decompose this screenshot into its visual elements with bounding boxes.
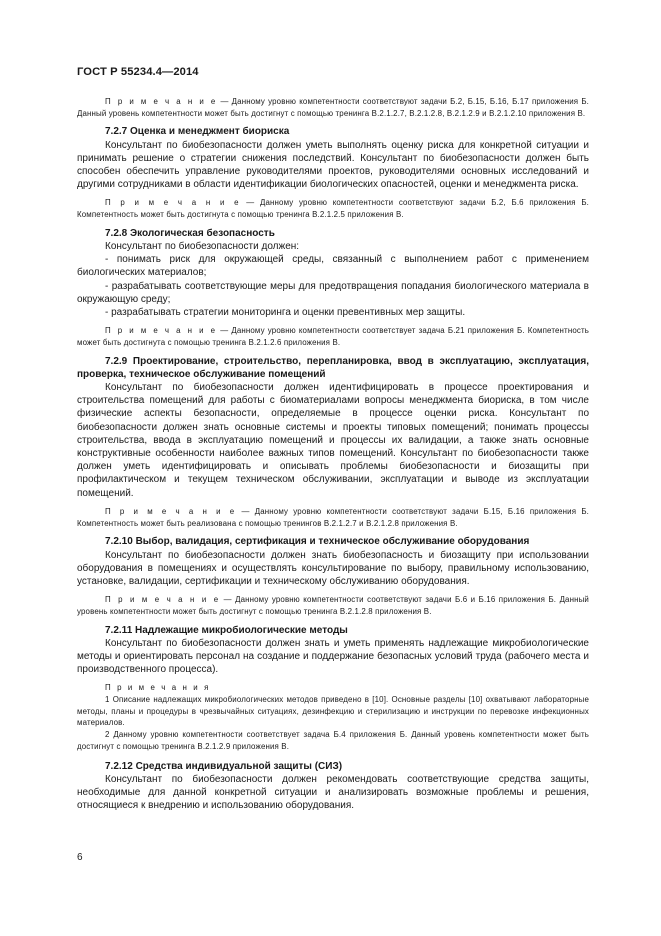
note-label: П р и м е ч а н и е [105, 198, 241, 208]
page-content [77, 96, 589, 816]
page-header-standard-number: ГОСТ Р 55234.4—2014 [77, 66, 199, 78]
notes-label-text: П р и м е ч а н и я [105, 683, 211, 693]
section-7-2-8 [77, 227, 589, 349]
section-heading: 7.2.9 Проектирование, строительство, перепланировка, ввод в эксплуатацию, эксплуатация, проверка, техническое обслуживание помещений [77, 355, 589, 380]
section-7-2-7 [77, 125, 589, 220]
section-heading: 7.2.7 Оценка и менеджмент биориска [105, 126, 290, 138]
note-text: — Данному уровню компетентности соответствуют задачи Б.2, Б.15, Б.16, Б.17 приложения Б. Данный уровень компетентности может быть достигнут с помощью тренинга В.2.1.2.7, В.2.1.2.8, В.2.1.2.9 и В.2.1.2.10 приложения В. [77, 97, 589, 118]
section-paragraph: Консультант по биобезопасности должен: [105, 241, 300, 253]
section-note [77, 594, 589, 617]
note-label: П р и м е ч а н и е [105, 506, 237, 516]
note-text: — Данному уровню компетентности соответствуют задачи Б.15, Б.16 приложения Б. Компетентность может быть реализована с помощью тренингов В.2.1.2.7 и В.2.1.2.8 приложения В. [77, 506, 589, 528]
list-item: - понимать риск для окружающей среды, связанный с выполнением работ с применением биологических материалов; [77, 254, 589, 279]
numbered-note: 2 Данному уровню компетентности соответствует задача Б.4 приложения Б. Данный уровень компетентности может быть достигнут с помощью тренинга В.2.1.2.9 приложения В. [77, 730, 589, 751]
note-text: — Данному уровню компетентности соответствуют задачи Б.2, Б.6 приложения Б. Компетентность может быть достигнута с помощью тренинга В.2.1.2.5 приложения В. [77, 198, 589, 220]
note-text: — Данному уровню компетентности соответствует задача Б.21 приложения Б. Компетентность может быть достигнута с помощью тренинга В.2.1.2.6 приложения В. [77, 326, 589, 347]
intro-note [77, 96, 589, 119]
note-label: П р и м е ч а н и е [105, 97, 218, 106]
section-note [77, 325, 589, 348]
page-number: 6 [77, 852, 83, 863]
section-paragraph: Консультант по биобезопасности должен знать и уметь применять надлежащие микробиологические методы и ориентировать персонал на создание и поддержание безопасных условий труда (рабочего места и производственного процесса). [77, 637, 589, 676]
section-heading: 7.2.8 Экологическая безопасность [105, 227, 275, 239]
section-paragraph: Консультант по биобезопасности должен уметь выполнять оценку риска для конкретной ситуации и принимать решение о стратегии снижения последствий. Консультант по биобезопасности должен быть способен обеспечить управление руководителями проектов, руководителями основных исследований и другими сотрудниками в области идентификации биологических опасностей, оценки и менеджмента риска. [77, 139, 589, 191]
note-label: П р и м е ч а н и е [105, 326, 218, 336]
section-7-2-9 [77, 355, 589, 530]
list-item: - разрабатывать стратегии мониторинга и оценки превентивных мер защиты. [105, 307, 466, 319]
section-paragraph: Консультант по биобезопасности должен знать биобезопасность и биозащиту при использовании оборудования в помещениях и осуществлять консультирование по выбору, правильному использованию, установке, валидации, сертификации и техническому обслуживанию оборудования. [77, 549, 589, 587]
section-notes [77, 682, 589, 752]
section-paragraph: Консультант по биобезопасности должен идентифицировать в процессе проектирования и строительства помещений для работы с биоматериалами вопросы менеджмента биориска, в том числе физические аспекты безопасности, определяемые в процессе оценки риска. Консультант по биобезопасности должен знать основные системы и проекты типовых помещений; понимать процессы строительства, ввода в эксплуатацию помещений и процессы их валидации, а также знать основные конструктивные особенности наиболее важных типов помещений. Консультант по биобезопасности также должен уметь идентифицировать и описывать проблемы биобезопасности и биозащиты при профилактическом и текущем техническом обслуживании, эксплуатации и выводе из эксплуатации помещений. [77, 382, 589, 499]
list-item: - разрабатывать соответствующие меры для предотвращения попадания биологического материала в окружающую среду; [77, 280, 589, 305]
section-heading: 7.2.11 Надлежащие микробиологические методы [105, 624, 348, 636]
section-7-2-10 [77, 535, 589, 617]
section-note [77, 506, 589, 529]
section-7-2-11 [77, 624, 589, 753]
note-label: П р и м е ч а н и е [105, 595, 221, 605]
section-note [77, 197, 589, 220]
notes-label [77, 682, 589, 694]
section-paragraph: Консультант по биобезопасности должен рекомендовать соответствующие средства защиты, необходимые для данной конкретной ситуации и анализировать возможные проблемы и решения, относящиеся к внедрению и использованию оборудования. [77, 773, 589, 812]
section-heading: 7.2.12 Средства индивидуальной защиты (СИЗ) [105, 760, 343, 772]
section-7-2-12 [77, 760, 589, 813]
numbered-note: 1 Описание надлежащих микробиологических методов приведено в [10]. Основные разделы [10] охватывают лабораторные методы, планы и процедуры в чрезвычайных ситуациях, дезинфекцию и стерилизацию и инструкции по перевозке инфекционных материалов. [77, 695, 589, 728]
section-heading: 7.2.10 Выбор, валидация, сертификация и техническое обслуживание оборудования [105, 536, 530, 548]
note-text: — Данному уровню компетентности соответствуют задачи Б.6 и Б.16 приложения Б. Данный уровень компетентности может быть достигнут с помощью тренинга В.2.1.2.8 приложения В. [77, 595, 589, 616]
